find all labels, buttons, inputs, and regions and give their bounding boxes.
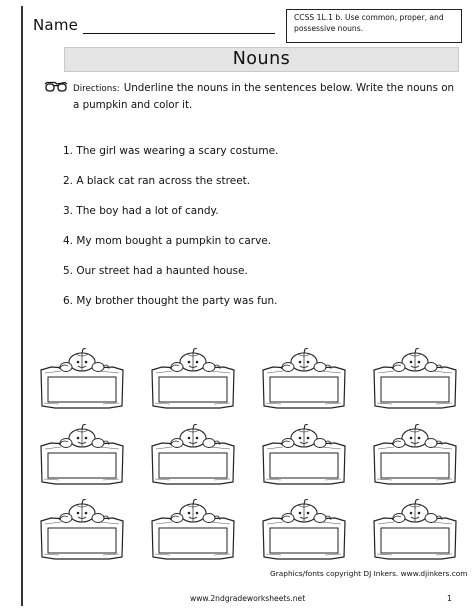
- credit-line: Graphics/fonts copyright DJ Inkers. www.djinkers.com: [270, 569, 468, 578]
- standards-box: [286, 9, 462, 43]
- pumpkin-plank-icon: [372, 424, 458, 486]
- pumpkin-card-6: [150, 424, 236, 486]
- pumpkin-plank-icon: [372, 348, 458, 410]
- margin-rule: [21, 6, 23, 606]
- directions-text: Underline the nouns in the sentences below. Write the nouns on a pumpkin and color it.: [73, 82, 455, 111]
- pumpkin-plank-icon: [39, 348, 125, 410]
- standards-line-1: CCSS 1L.1 b. Use common, proper, and: [294, 13, 444, 22]
- pumpkin-card-7: [261, 424, 347, 486]
- sentence-3: 3. The boy had a lot of candy.: [63, 205, 219, 217]
- sentence-5: 5. Our street had a haunted house.: [63, 265, 248, 277]
- name-blank-line: [83, 33, 275, 34]
- pumpkin-plank-icon: [150, 348, 236, 410]
- pumpkin-card-8: [372, 424, 458, 486]
- title-banner: [64, 47, 459, 72]
- directions: [73, 80, 463, 113]
- pumpkin-card-12: [372, 499, 458, 561]
- name-label: Name: [33, 16, 79, 34]
- pumpkin-plank-icon: [261, 424, 347, 486]
- pumpkin-plank-icon: [39, 424, 125, 486]
- glasses-icon: [44, 81, 68, 93]
- site-url: www.2ndgradeworksheets.net: [190, 594, 306, 603]
- pumpkin-grid: [39, 348, 461, 568]
- pumpkin-plank-icon: [261, 348, 347, 410]
- pumpkin-plank-icon: [39, 499, 125, 561]
- sentence-list: [63, 144, 278, 324]
- pumpkin-card-5: [39, 424, 125, 486]
- page-number: 1: [447, 594, 452, 603]
- pumpkin-card-4: [372, 348, 458, 410]
- sentence-6: 6. My brother thought the party was fun.: [63, 295, 278, 307]
- pumpkin-plank-icon: [150, 424, 236, 486]
- sentence-2: 2. A black cat ran across the street.: [63, 175, 251, 187]
- pumpkin-card-11: [261, 499, 347, 561]
- pumpkin-card-1: [39, 348, 125, 410]
- pumpkin-plank-icon: [150, 499, 236, 561]
- pumpkin-card-10: [150, 499, 236, 561]
- pumpkin-plank-icon: [261, 499, 347, 561]
- pumpkin-card-9: [39, 499, 125, 561]
- sentence-4: 4. My mom bought a pumpkin to carve.: [63, 235, 272, 247]
- sentence-1: 1. The girl was wearing a scary costume.: [63, 145, 279, 157]
- pumpkin-plank-icon: [372, 499, 458, 561]
- pumpkin-card-3: [261, 348, 347, 410]
- pumpkin-card-2: [150, 348, 236, 410]
- directions-label: Directions:: [73, 84, 120, 94]
- standards-line-2: possessive nouns.: [294, 24, 364, 33]
- page-title: Nouns: [232, 49, 291, 69]
